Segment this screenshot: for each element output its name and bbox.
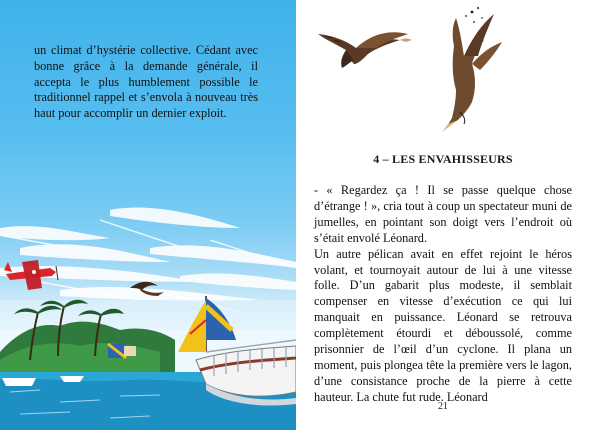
pelicans-illustration: [296, 0, 590, 150]
chapter-title: 4 – LES ENVAHISSEURS: [373, 152, 513, 166]
diving-pelican-illustration: [442, 7, 502, 132]
red-airplane-illustration: [4, 260, 58, 290]
paragraph-2: Un autre pélican avait en effet rejoint le héros volant, et tournoyait autour de lui à une vitesse folle. D’un gabarit plus modeste, il semblait compenser en vitesse d’exécution ce qui lui manquait en puissance. Léonard se retrouva complètement étourdi et déboussolé, comme prisonnier de l’œil d’un cyclone. Il plana un moment, puis plongea tête la première vers le lagon, d’une consistance proche de la pierre à cette hauteur. La chute fut rude. Léonard: [314, 246, 572, 404]
right-page: [296, 0, 590, 430]
right-page-body: [314, 183, 572, 406]
left-page-paragraph: un climat d’hystérie collective. Cédant avec bonne grâce à la demande générale, il accepta le plus humblement possible le traditionnel rappel et s’envola à nouveau très haut pour accomplir un dernier exploit.: [34, 43, 258, 121]
paragraph-1: - « Regardez ça ! Il se passe quelque chose d’étrange ! », cria tout à coup un spectateur muni de jumelles, en pointant son doigt vers l’endroit où s’était envolé Léonard.: [314, 183, 572, 245]
flying-pelican-illustration: [318, 32, 412, 68]
page-number: 21: [438, 401, 448, 412]
